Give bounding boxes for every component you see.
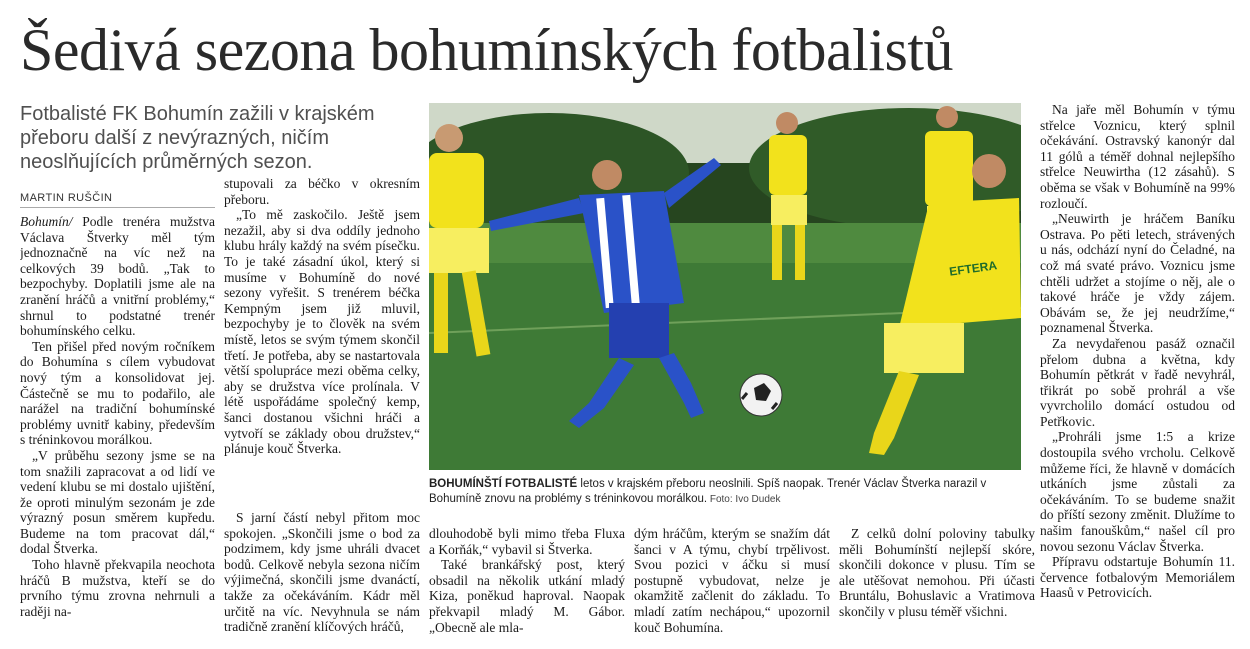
article-column-2-bottom (224, 510, 420, 647)
article-column-6 (1040, 102, 1235, 647)
article-headline: Šedivá sezona bohumínských fotbalistů (20, 17, 954, 83)
paragraph: dlouhodobě byli mimo třeba Fluxa a Korňák,“ vybavil si Štverka. (429, 526, 625, 557)
photo-credit: Foto: Ivo Dudek (707, 494, 781, 505)
paragraph: Z celků dolní poloviny tabulky měli Bohumínští nejlepší skóre, skončili dokonce v plusu. Tím se ale utěšovat nemohou. Při účasti Bruntálu, Bohuslavic a Vratimova skončily v plusu téměř všichni. (839, 526, 1035, 619)
paragraph: S jarní částí nebyl přitom moc spokojen. „Skončili jsme o bod za podzimem, kdy jsme uhráli dvacet bodů. Celkově nebyla sezona ničím výjimečná, skončili jsme dvanáctí, takže za očekáváním. Kádr měl určitě na víc. Nevyhnula se nám tradičně zranění klíčových hráčů, (224, 510, 420, 635)
soccer-ball (740, 374, 782, 416)
article-column-4 (634, 526, 830, 647)
paragraph: stupovali za béčko v okresním přeboru. (224, 176, 420, 207)
paragraph: dým hráčům, kterým se snažím dát šanci v A týmu, chybí trpělivost. Svou pozici v áčku si musí postupně vybudovat, nelze je okamžitě začlenit do základu. To mladí zatím nechápou,“ upozornil kouč Bohumína. (634, 526, 830, 635)
paragraph: Na jaře měl Bohumín v týmu střelce Voznicu, který splnil očekávání. Ostravský kanonýr dal 11 gólů a téměř dohnal nejlepšího střelce Neuwirtha (12 zásahů). S oběma se však v Bohumíně na 99% rozloučí. (1040, 102, 1235, 211)
paragraph: „To mě zaskočilo. Ještě jsem nezažil, aby si dva oddíly jednoho klubu hrály každý na svém písečku. To je také zásadní úkol, který si musíme v Bohumíně do nové sezony vyřešit. S trenérem béčka Kempným jsem již mluvil, bezpochyby je to člověk na svém místě, letos se svým týmem skončil třetí. Je potřeba, aby se nastartovala větší spolupráce mezi oběma celky, aby se družstva více prolínala. V létě uspořádáme společný kemp, šanci dostanou všichni hráči a vytvoří se základy obou družstev,“ plánuje kouč Štverka. (224, 207, 420, 457)
article-photo (429, 103, 1021, 470)
paragraph: „Neuwirth je hráčem Baníku Ostrava. Po pěti letech, strávených u nás, odchází nyní do Čeladné, na což má svaté právo. Voznicu jsme chtěli udržet a stojíme o něj, ale o takové hráče je vždy zájem. Obávám se, že jej neudržíme,“ poznamenal Štverka. (1040, 211, 1235, 336)
dateline: Bohumín/ (20, 214, 73, 229)
paragraph: Za nevydařenou pasáž označil přelom dubna a května, kdy Bohumín pětkrát v řadě nevyhrál, třikrát po sobě prohrál a vše vyvrcholilo domácí ostudou od Petřkovic. (1040, 335, 1235, 429)
article-lead: Fotbalisté FK Bohumín zažili v krajském přeboru další z nevýrazných, ničím neoslňujících průměrných sezon. (20, 103, 375, 173)
caption-lead: BOHUMÍNŠTÍ FOTBALISTÉ (429, 478, 578, 490)
author-byline: MARTIN RUŠČIN (20, 192, 215, 208)
article-column-3 (429, 526, 625, 647)
paragraph-text: Podle trenéra mužstva Václava Štverky měl tým jednoznačně na víc než na celkových 39 bodů. „Tak to bezpochyby. Doplatili jsme ale na zranění hráčů a vnitřní problémy,“ shrnul to podstatné trenér bohumínského celku. (20, 214, 215, 339)
article-column-1 (20, 214, 215, 644)
photo-caption (429, 477, 1029, 507)
paragraph: Přípravu odstartuje Bohumín 11. července fotbalovým Memoriálem Haasů v Petrovicích. (1040, 554, 1235, 601)
jersey-sponsor-text: EFTERA (948, 258, 998, 279)
paragraph: Toho hlavně překvapila neochota hráčů B mužstva, kteří se do prvního týmu zrovna nehrnuli a raději na- (20, 557, 215, 619)
paragraph: „V průběhu sezony jsme se na tom snažili zapracovat a od lidí ve vedení klubu se mi dostalo ujištění, že oproti minulým sezonám je zde výrazný posun směrem kupředu. Budeme na tom pracovat dál,“ dodal Štverka. (20, 447, 215, 557)
football-match-photo (429, 103, 1021, 470)
article-column-2 (224, 176, 420, 506)
paragraph (20, 214, 215, 339)
article-column-5 (839, 526, 1035, 647)
paragraph: Ten přišel před novým ročníkem do Bohumína s cílem vybudovat nový tým a konsolidovat jej. Částečně se mu to podařilo, ale narážel na tradiční bohumínské problémy uvnitř kabiny, především s tréninkovou morálkou. (20, 338, 215, 448)
caption-text: letos v krajském přeboru neoslnili. Spíš naopak. Trenér Václav Štverka narazil v Bohumíně znovu na problémy s tréninkovou morálkou. (429, 478, 987, 505)
paragraph: „Prohráli jsme 1:5 a krize dostoupila svého vrcholu. Celkově můžeme říci, že hlavně v domácích utkáních jsme zůstali za očekáváním. To se budeme snažit do příští sezony změnit. Dlužíme to našim fanouškům,“ našel cíl pro novou sezonu Václav Štverka. (1040, 429, 1235, 554)
paragraph: Také brankářský post, který obsadil na několik utkání mladý Kiza, poněkud haproval. Naopak překvapil mladý M. Gábor. „Obecně ale mla- (429, 557, 625, 635)
